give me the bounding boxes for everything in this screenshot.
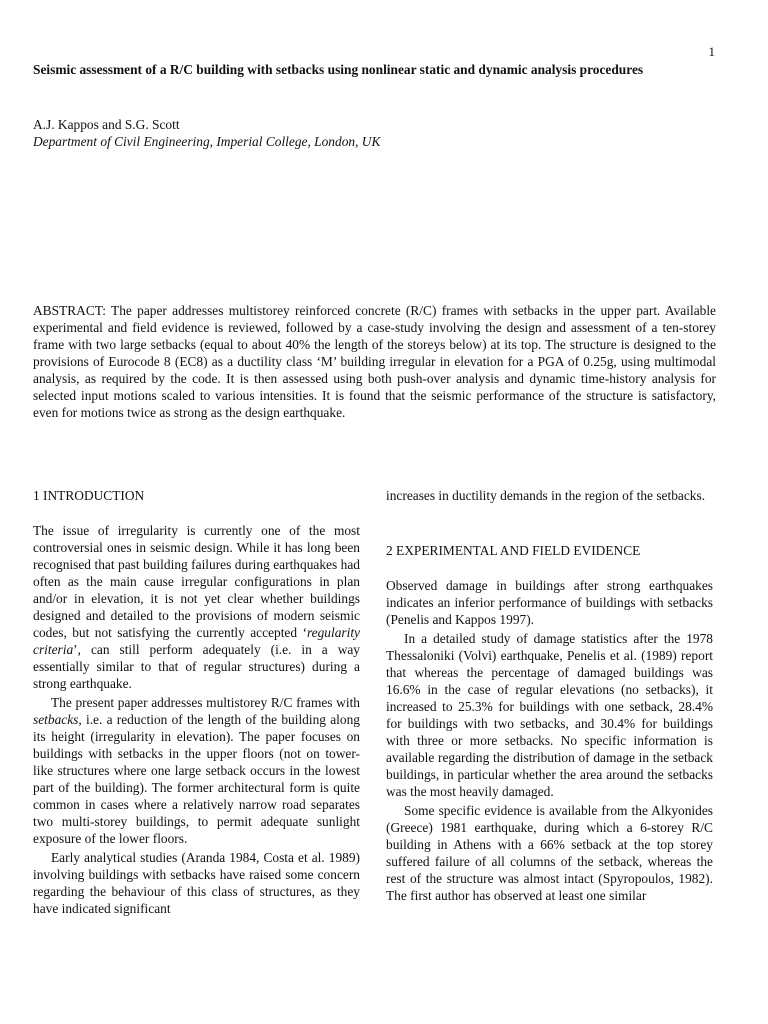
intro-paragraph-3-continued: increases in ductility demands in the region of the setbacks. — [386, 488, 706, 503]
authors: A.J. Kappos and S.G. Scott — [33, 117, 180, 132]
author-block — [33, 116, 723, 150]
evidence-paragraph-3: Some specific evidence is available from the Alkyonides (Greece) 1981 earthquake, during which a 6-storey R/C building in Athens with a 66% setback at the top storey suffered failure of all columns of the setback, whereas the rest of the structure was almost intact (Spyropoulos, 1982). The first author has observed at least one similar — [386, 803, 713, 903]
intro-paragraph-3: Early analytical studies (Aranda 1984, Costa et al. 1989) involving buildings with setbacks have raised some concern regarding the behaviour of this class of structures, as they have indicated significant — [33, 850, 360, 916]
page-number: 1 — [708, 44, 715, 59]
section-heading-introduction: 1 INTRODUCTION — [33, 488, 145, 503]
abstract: ABSTRACT: The paper addresses multistorey reinforced concrete (R/C) frames with setbacks in the upper part. Available experimental and field evidence is reviewed, followed by a case-study involving the design and assessment of a ten-storey frame with two large setbacks (equal to about 40% the length of the storeys below) at its top. The structure is designed to the provisions of Eurocode 8 (EC8) as a ductility class ‘M’ building irregular in elevation for a PGA of 0.25g, using multimodal analysis, as required by the code. It is then assessed using both push-over analysis and dynamic time-history analysis for selected input motions scaled to various intensities. It is found that the seismic performance of the structure is satisfactory, even for motions twice as strong as the design earthquake. — [33, 303, 716, 420]
right-column — [386, 487, 713, 904]
left-column — [33, 487, 360, 917]
evidence-paragraph-1: Observed damage in buildings after strong earthquakes indicates an inferior performance of buildings with setbacks (Penelis and Kappos 1997). — [386, 578, 713, 627]
section-heading-evidence: 2 EXPERIMENTAL AND FIELD EVIDENCE — [386, 543, 641, 558]
affiliation: Department of Civil Engineering, Imperial College, London, UK — [33, 134, 381, 149]
evidence-paragraph-2: In a detailed study of damage statistics after the 1978 Thessaloniki (Volvi) earthquake, Penelis et al. (1989) report that whereas the percentage of damaged buildings was 16.6% in the case of regular elevations (no setbacks), it increased to 25.3% for buildings with one setback, 28.4% for buildings with two setbacks, and 30.4% for buildings with three or more setbacks. No specific information is available regarding the distribution of damage in the setback buildings, in particular whether the area around the setbacks was the most heavily damaged. — [386, 631, 713, 799]
paper-title: Seismic assessment of a R/C building with setbacks using nonlinear static and dynamic analysis procedures — [33, 62, 644, 77]
intro-paragraph-1: The issue of irregularity is currently one of the most controversial ones in seismic design. While it has long been recognised that past building failures during earthquakes had often as the main cause irregular configurations in plan and/or in elevation, it is not yet clear whether buildings designed and detailed to the provisions of modern seismic codes, but not satisfying the currently accepted ‘regularity criteria’, can still perform adequately (i.e. in a way essentially similar to that of regular structures) during a strong earthquake. — [33, 523, 360, 691]
intro-paragraph-2: The present paper addresses multistorey R/C frames with setbacks, i.e. a reduction of the length of the building along its height (irregularity in elevation). The paper focuses on buildings with setbacks in the upper floors (not on tower-like structures where one large setback occurs in the lowest part of the building). The former architectural form is quite common in cases where a relatively narrow road separates two multi-storey buildings, to permit adequate sunlight exposure of the lower floors. — [33, 695, 360, 846]
emphasis-regularity-criteria: regularity criteria — [33, 625, 360, 657]
emphasis-setbacks: setbacks — [33, 712, 79, 727]
